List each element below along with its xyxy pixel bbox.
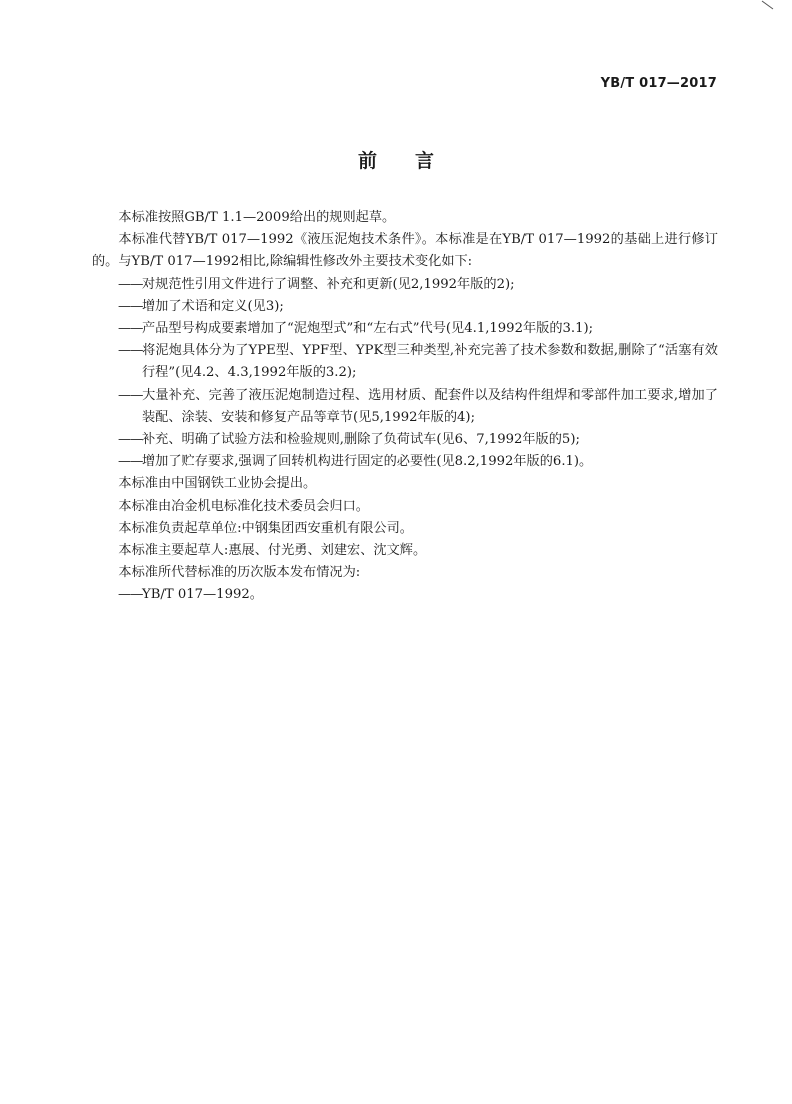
- foreword-body: [92, 207, 718, 607]
- paragraph-drafting-rules: 本标准按照GB/T 1.1—2009给出的规则起草。: [118, 210, 396, 225]
- change-item: [92, 296, 718, 318]
- history-item: [92, 584, 718, 606]
- change-item: [92, 451, 718, 473]
- paragraph-committee: 本标准由冶金机电标准化技术委员会归口。: [118, 498, 369, 514]
- change-item: [92, 340, 718, 384]
- change-item: [92, 274, 718, 296]
- paragraph-history-intro: 本标准所代替标准的历次版本发布情况为:: [118, 565, 361, 581]
- standard-code: YB/T 017—2017: [600, 76, 717, 91]
- change-item: [92, 318, 718, 340]
- page-title: 前言: [357, 150, 472, 172]
- change-item-text: 增加了贮存要求,强调了回转机构进行固定的必要性(见8.2,1992年版的6.1)。: [142, 454, 593, 470]
- paragraph-proposer: 本标准由中国钢铁工业协会提出。: [118, 476, 317, 492]
- paragraph-drafting-unit: 本标准负责起草单位:中钢集团西安重机有限公司。: [118, 520, 413, 536]
- dash-marker: ——: [118, 321, 143, 337]
- dash-marker: ——: [118, 587, 143, 603]
- paragraph-replacement: 本标准代替YB/T 017—1992《液压泥炮技术条件》。本标准是在YB/T 017—1992的基础上进行修订的。与YB/T 017—1992相比,除编辑性修改外主要技术变化如下:: [92, 232, 718, 270]
- corner-scan-mark: [760, 0, 774, 10]
- dash-marker: ——: [118, 343, 143, 359]
- paragraph-drafters: 本标准主要起草人:惠展、付光勇、刘建宏、沈文辉。: [118, 543, 427, 559]
- change-item-text: 大量补充、完善了液压泥炮制造过程、选用材质、配套件以及结构件组焊和零部件加工要求,增加了装配、涂装、安装和修复产品等章节(见5,1992年版的4);: [142, 387, 718, 425]
- change-item-text: 将泥炮具体分为了YPE型、YPF型、YPK型三种类型,补充完善了技术参数和数据,删除了“活塞有效行程”(见4.2、4.3,1992年版的3.2);: [142, 343, 718, 381]
- change-item-text: 增加了术语和定义(见3);: [142, 298, 284, 314]
- dash-marker: ——: [118, 432, 143, 448]
- dash-marker: ——: [118, 387, 143, 403]
- change-item-text: 补充、明确了试验方法和检验规则,删除了负荷试车(见6、7,1992年版的5);: [142, 432, 580, 448]
- dash-marker: ——: [118, 454, 143, 470]
- dash-marker: ——: [118, 298, 143, 314]
- change-item-text: 对规范性引用文件进行了调整、补充和更新(见2,1992年版的2);: [142, 276, 515, 292]
- change-item: [92, 429, 718, 451]
- change-item-text: 产品型号构成要素增加了“泥炮型式”和“左右式”代号(见4.1,1992年版的3.1);: [142, 321, 594, 337]
- change-item: [92, 385, 718, 429]
- history-item-text: YB/T 017—1992。: [142, 587, 263, 603]
- dash-marker: ——: [118, 276, 143, 292]
